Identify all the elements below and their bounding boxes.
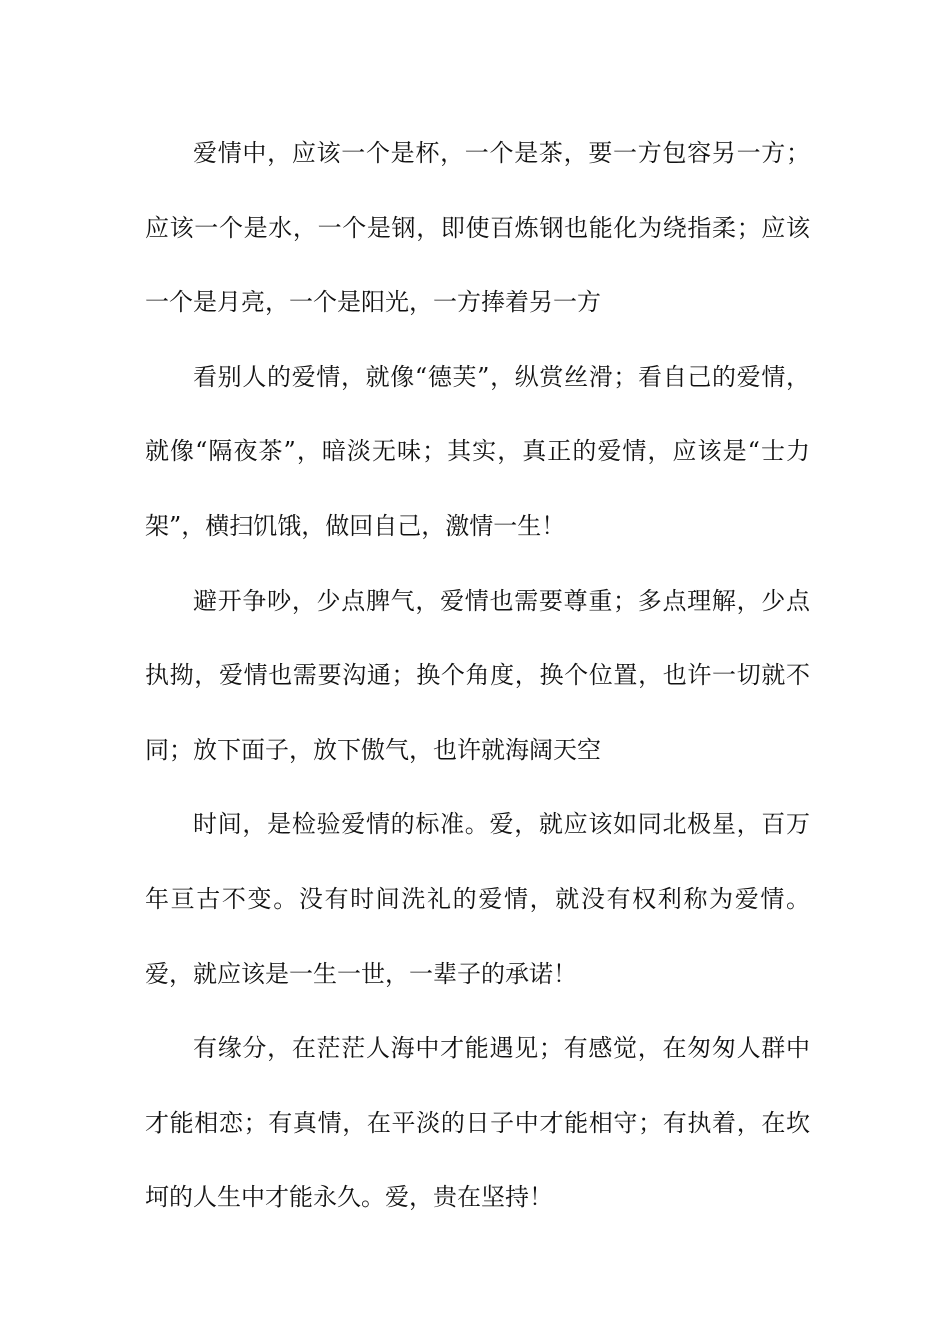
paragraph-5: 有缘分，在茫茫人海中才能遇见；有感觉，在匆匆人群中才能相恋；有真情，在平淡的日子中才能相守；有执着，在坎坷的人生中才能永久。爱，贵在坚持！	[145, 1034, 810, 1212]
paragraph-1: 爱情中，应该一个是杯，一个是茶，要一方包容另一方；应该一个是水，一个是钢，即使百炼钢也能化为绕指柔；应该一个是月亮，一个是阳光，一方捧着另一方	[145, 139, 810, 317]
paragraph-4: 时间，是检验爱情的标准。爱，就应该如同北极星，百万年亘古不变。没有时间洗礼的爱情，就没有权利称为爱情。爱，就应该是一生一世，一辈子的承诺！	[145, 810, 810, 988]
paragraph-3: 避开争吵，少点脾气，爱情也需要尊重；多点理解，少点执拗，爱情也需要沟通；换个角度，换个位置，也许一切就不同；放下面子，放下傲气，也许就海阔天空	[145, 586, 810, 764]
document-body	[145, 116, 810, 1235]
paragraph-2: 看别人的爱情，就像“德芙”，纵赏丝滑；看自己的爱情，就像“隔夜茶”，暗淡无味；其实，真正的爱情，应该是“士力架”，横扫饥饿，做回自己，激情一生！	[145, 362, 810, 540]
